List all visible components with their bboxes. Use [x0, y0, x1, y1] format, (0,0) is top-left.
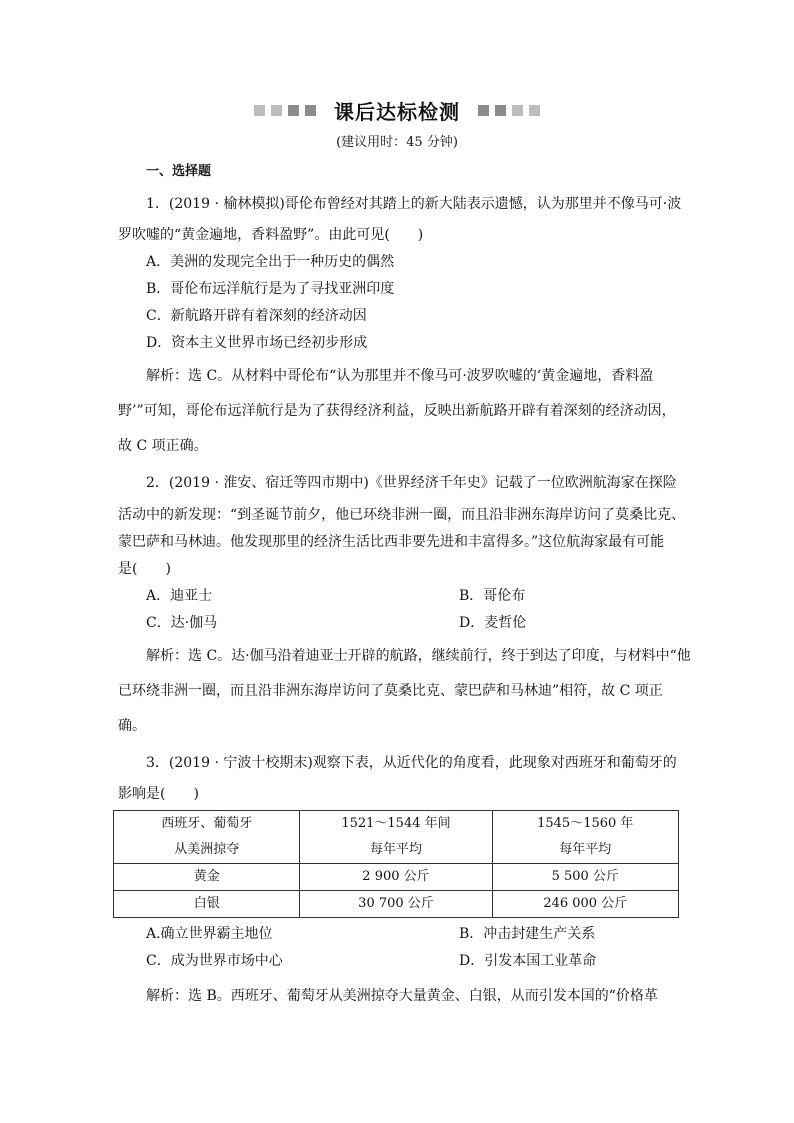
section-heading: 一、选择题: [146, 164, 212, 179]
q3-stem-line: 影响是( ): [118, 786, 199, 802]
title-row: [0, 96, 794, 125]
table-cell: 黄金: [114, 864, 300, 891]
decor-square: [529, 105, 540, 116]
q2-option-b: B．哥伦布: [459, 588, 526, 604]
q1-stem-line: 1．(2019 · 榆林模拟)哥伦布曾经对其踏上的新大陆表示遗憾，认为那里并不像马可·波: [146, 196, 682, 212]
decor-square: [271, 105, 282, 116]
q2-analysis-line: 解析：选 C。达·伽马沿着迪亚士开辟的航路，继续前行，终于到达了印度，与材料中“他: [146, 648, 691, 664]
q1-option-c: C．新航路开辟有着深刻的经济动因: [146, 308, 367, 324]
q1-analysis-line: 解析：选 C。从材料中哥伦布“认为那里并不像马可·波罗吹嘘的‘黄金遍地，香料盈: [146, 368, 654, 384]
q2-option-d: D．麦哲伦: [459, 615, 527, 631]
page-subtitle: (建议用时：45 分钟): [336, 135, 458, 150]
q1-analysis-line: 故 C 项正确。: [118, 438, 208, 454]
q2-stem-line: 2．(2019 · 淮安、宿迁等四市期中)《世界经济千年史》记载了一位欧洲航海家在探险: [146, 475, 677, 491]
table-header-text: 1545～1560 年: [537, 816, 634, 831]
table-header-row: [114, 811, 679, 864]
q2-stem-line: 是( ): [118, 561, 171, 577]
table-row: [114, 891, 679, 918]
table-header-cell: [114, 811, 300, 864]
q3-stem-line: 3．(2019 · 宁波十校期末)观察下表，从近代化的角度看，此现象对西班牙和葡萄牙的: [146, 755, 677, 771]
table-cell: 5 500 公斤: [492, 864, 678, 891]
table-header-cell: [492, 811, 678, 864]
table-cell: 白银: [114, 891, 300, 918]
decor-square: [305, 105, 316, 116]
q2-option-a: A．迪亚士: [146, 588, 213, 604]
q1-analysis-line: 野’”可知，哥伦布远洋航行是为了获得经济利益，反映出新航路开辟有着深刻的经济动因，: [118, 403, 676, 419]
q3-option-b: B．冲击封建生产关系: [459, 926, 596, 942]
q1-option-b: B．哥伦布远洋航行是为了寻找亚洲印度: [146, 281, 395, 297]
q2-stem-line: 活动中的新发现：“到圣诞节前夕，他已环绕非洲一圈，而且沿非洲东海岸访问了莫桑比克、: [118, 507, 686, 523]
table-header-text: 1521～1544 年间: [341, 816, 451, 831]
table-cell: 246 000 公斤: [492, 891, 678, 918]
decor-square: [478, 105, 489, 116]
table-row: [114, 864, 679, 891]
table-cell: 2 900 公斤: [300, 864, 492, 891]
decor-square: [512, 105, 523, 116]
q2-analysis-line: 已环绕非洲一圈，而且沿非洲东海岸访问了莫桑比克、蒙巴萨和马林迪”相符，故 C 项正: [118, 683, 663, 699]
q3-option-a: A.确立世界霸主地位: [146, 926, 273, 942]
q1-option-d: D．资本主义世界市场已经初步形成: [146, 335, 368, 351]
table-header-cell: [300, 811, 492, 864]
decor-square: [495, 105, 506, 116]
decor-square: [254, 105, 265, 116]
page-title: 课后达标检测: [334, 100, 460, 124]
table-header-text: 西班牙、葡萄牙: [161, 816, 253, 831]
q2-analysis-line: 确。: [118, 718, 146, 734]
q2-stem-line: 蒙巴萨和马林迪。他发现那里的经济生活比西非要先进和丰富得多。”这位航海家最有可能: [118, 534, 665, 550]
q3-option-d: D．引发本国工业革命: [459, 953, 597, 969]
q2-option-c: C．达·伽马: [146, 615, 218, 631]
q1-stem-line: 罗吹嘘的“黄金遍地，香料盈野”。由此可见( ): [118, 227, 424, 243]
table-cell: 30 700 公斤: [300, 891, 492, 918]
q1-option-a: A．美洲的发现完全出于一种历史的偶然: [146, 254, 395, 270]
table-header-text: 每年平均: [559, 842, 612, 857]
table-header-text: 每年平均: [369, 842, 422, 857]
table-header-text: 从美洲掠夺: [174, 842, 240, 857]
q3-option-c: C．成为世界市场中心: [146, 953, 283, 969]
decor-square: [288, 105, 299, 116]
q3-analysis-line: 解析：选 B。西班牙、葡萄牙从美洲掠夺大量黄金、白银，从而引发本国的“价格革: [146, 988, 658, 1004]
plunder-table: [113, 810, 679, 918]
